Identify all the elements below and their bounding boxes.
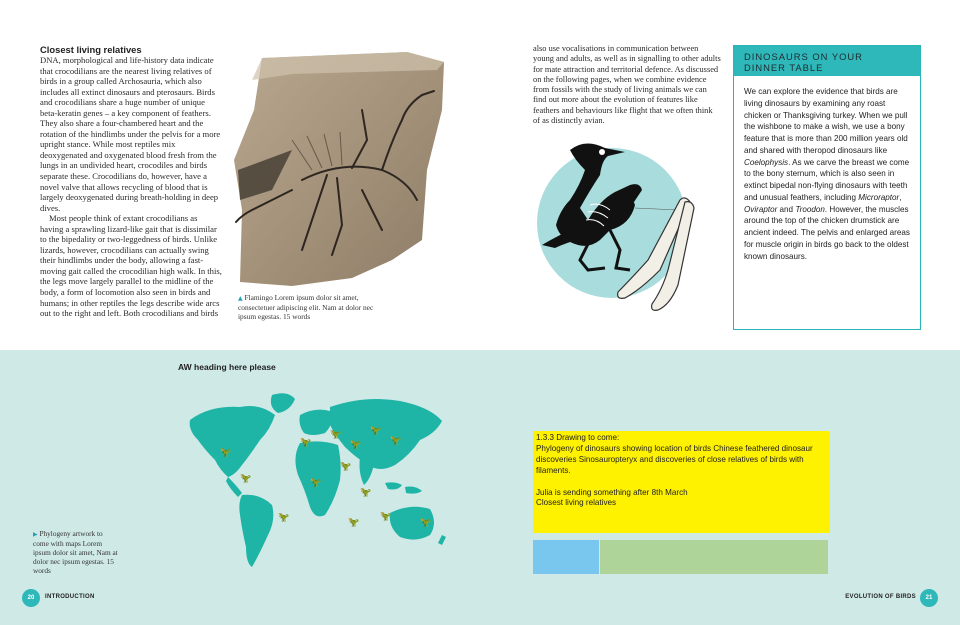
sidebar-box	[733, 45, 921, 330]
svg-text:🦖: 🦖	[420, 518, 432, 528]
svg-text:🦖: 🦖	[300, 438, 312, 448]
green-placeholder-block	[600, 540, 828, 574]
fossil-caption: ▲ Flamingo Lorem ipsum dolor sit amet, consectetuer adipiscing elit. Nam at dolor nec ipsum egestas. 15 words	[238, 293, 374, 321]
right-page-number: 21	[920, 589, 938, 607]
chicken-skeleton-illustration	[530, 130, 740, 330]
left-page-number: 20	[22, 589, 40, 607]
svg-text:🦖: 🦖	[380, 512, 392, 522]
svg-text:🦖: 🦖	[330, 430, 342, 440]
left-footer-label: INTRODUCTION	[45, 594, 95, 600]
sidebar-body	[734, 76, 920, 262]
sidebar-title-line-1: DINOSAURS ON YOUR	[744, 51, 863, 62]
world-map	[180, 385, 450, 585]
caption-triangle-icon: ▶	[33, 531, 38, 538]
svg-text:🦖: 🦖	[350, 440, 362, 450]
svg-text:🦖: 🦖	[220, 448, 232, 458]
right-footer-label: EVOLUTION OF BIRDS	[845, 594, 916, 600]
sidebar-title-line-2: DINNER TABLE	[744, 62, 824, 73]
artwork-placeholder-note	[533, 431, 830, 533]
svg-text:🦖: 🦖	[278, 513, 290, 523]
svg-text:🦖: 🦖	[348, 518, 360, 528]
body-paragraph-1: DNA, morphological and life-history data indicate that crocodilians are the nearest living relatives of birds in a group called Archosauria, which also includes all extinct dinosaurs and pterosaurs. Birds and crocodilians share a huge number of unique beta-keratin genes – a key component of feathers. They also share a four-chambered heart and the rotation of the hindlimbs under the pelvis for a more upright stance. While most reptiles mix deoxygenated and oxygenated blood fresh from the lungs in an undivided heart, crocodiles and birds separate these. Crocodilians do, however, have a novel valve that allows recycling of blood that is largely deoxygenated during breath-holding in deep dives.	[40, 55, 221, 213]
svg-text:🦖: 🦖	[340, 462, 352, 472]
map-caption: ▶ Phylogeny artwork to come with maps Lorem ipsum dolor sit amet, Nam at dolor nec ipsum egestas. 15 words	[33, 529, 118, 575]
fossil-photo	[232, 50, 450, 290]
caption-triangle-icon: ▲	[238, 295, 243, 302]
note-line-4: Closest living relatives	[536, 498, 617, 508]
section-heading: Closest living relatives	[40, 44, 142, 55]
body-paragraph-3: also use vocalisations in communication between young and adults, as well as in signalling to other adults for mate attraction and territorial defence. As discussed on the following pages, when we combine evidence from fossils with the study of living animals we can find out more about the evolution of features like feathers and behaviours like flight that we often think of as distinctly avian.	[533, 44, 721, 126]
svg-text:🦖: 🦖	[370, 426, 382, 436]
blue-placeholder-block	[533, 540, 599, 574]
map-heading: AW heading here please	[178, 362, 276, 372]
note-line-2: Phylogeny of dinosaurs showing location of birds Chinese feathered dinosaur discoveries Sinosauropteryx and discoveries of close relatives of birds with filaments.	[536, 443, 813, 475]
svg-text:🦖: 🦖	[390, 436, 402, 446]
note-line-1: 1.3.3 Drawing to come:	[536, 433, 620, 442]
body-paragraph-2: Most people think of extant crocodilians as having a sprawling lizard-like gait that is dissimilar to the bipedality or two-leggedness of birds. Unlike lizards, however, crocodilians can actually swing their hindlimbs under the body, allowing a fast-moving gait called the crocodilian high walk. In this, the legs move largely parallel to the midline of the body, a form of locomotion also seen in birds and humans; in other reptiles the legs describe wide arcs out to the right and left. Both crocodilians and birds	[40, 213, 222, 319]
sidebar-header	[734, 46, 920, 76]
svg-text:🦖: 🦖	[240, 474, 252, 484]
svg-text:🦖: 🦖	[360, 488, 372, 498]
sidebar-paragraph: We can explore the evidence that birds are living dinosaurs by examining any roast chicken or Thanksgiving turkey. When we pull the wishbone to make a wish, we use a bony feature that is more than 200 million years old and shared with theropod dinosaurs like Coelophysis. As we carve the breast we come to the bony sternum, which is also seen in extinct bipedal non-flying dinosaurs with teeth and unusual feathers, including Microraptor, Oviraptor and Troodon. However, the muscles around the top of the chicken drumstick are ancient indeed. The pelvis and enlarged areas for muscle origin in birds go back to the oldest known dinosaurs.	[744, 87, 910, 261]
note-line-3: Julia is sending something after 8th March	[536, 487, 688, 497]
svg-text:🦖: 🦖	[310, 478, 322, 488]
left-column-text	[40, 44, 222, 319]
middle-column-text	[533, 44, 721, 126]
